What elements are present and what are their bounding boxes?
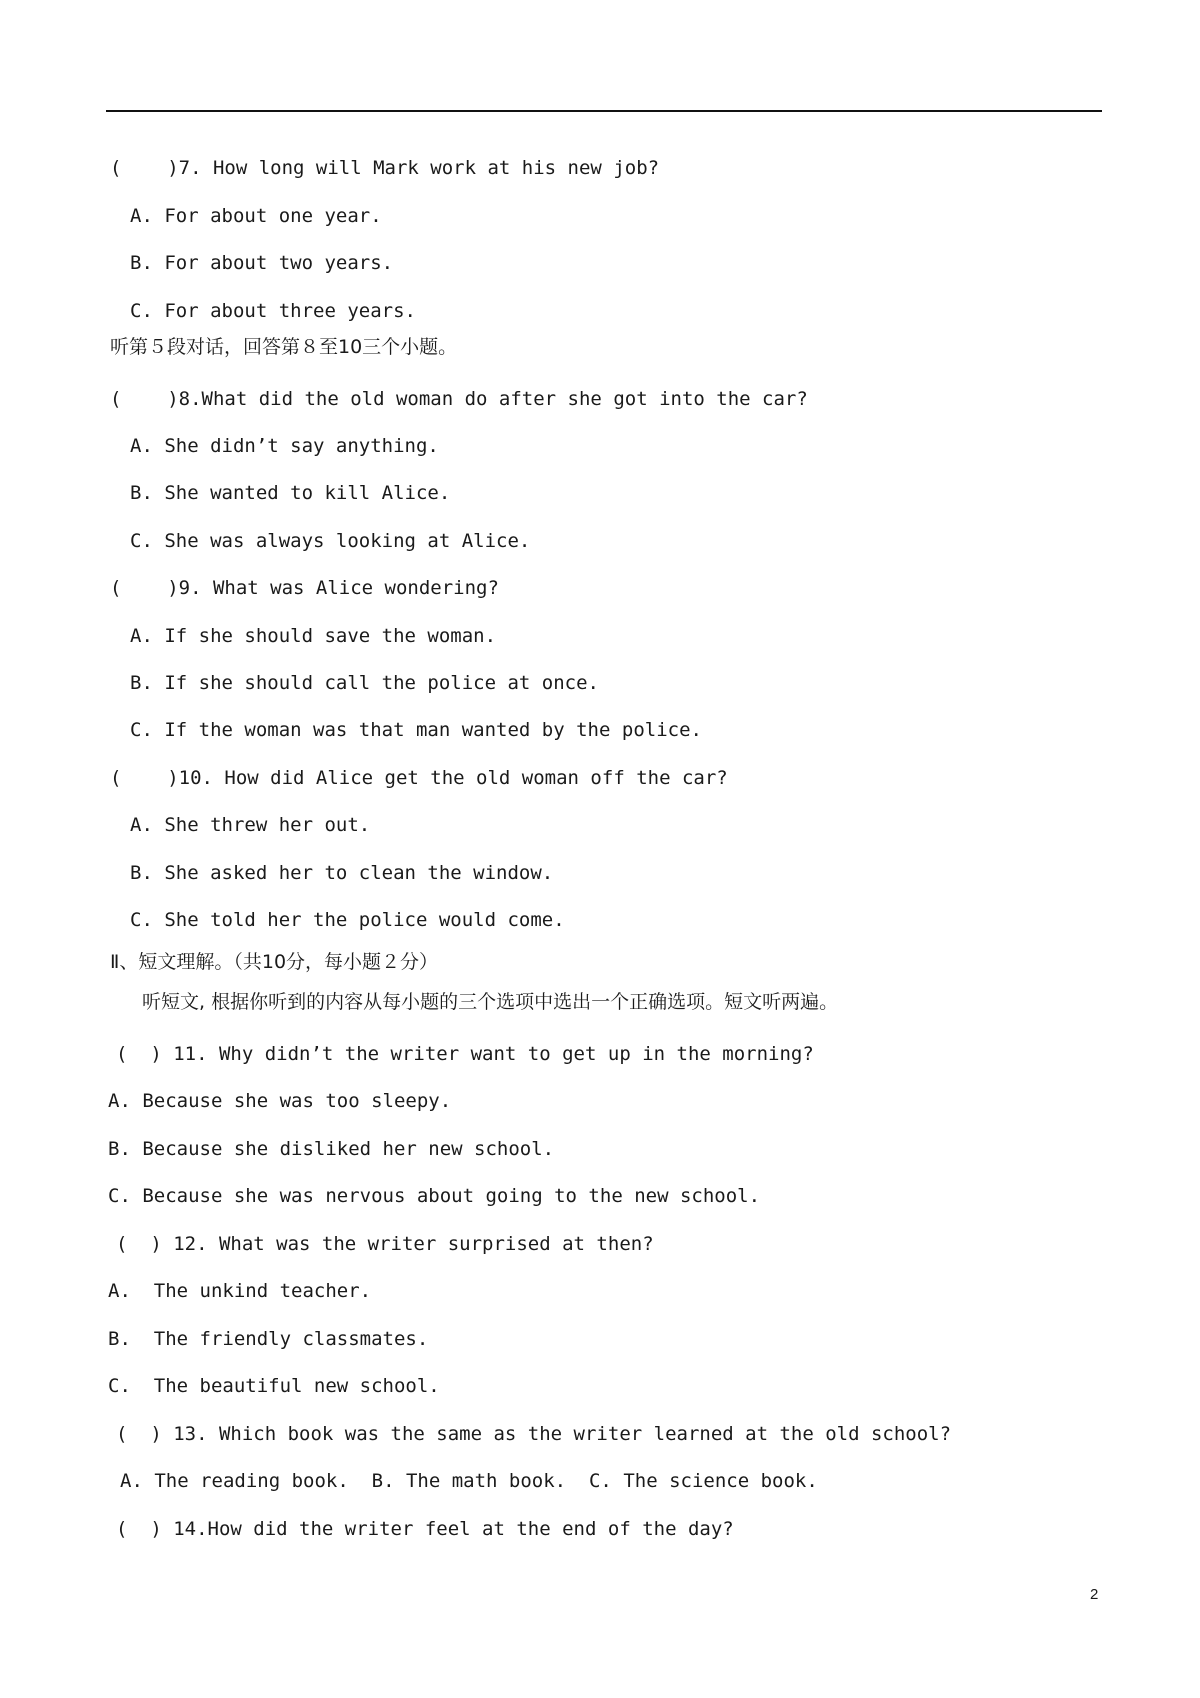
answer-option: C. She told her the police would come.: [130, 909, 565, 931]
question-text: B. For about two years.: [130, 252, 394, 274]
question-text: C. If the woman was that man wanted by the police.: [130, 719, 702, 741]
section-instruction: 听第５段对话，回答第８至10三个小题。: [110, 336, 458, 358]
question-text: B. If she should call the police at once.: [130, 672, 599, 694]
answer-option: A. The reading book. B. The math book. C. The science book.: [120, 1470, 818, 1492]
answer-option: B. She asked her to clean the window.: [130, 862, 554, 884]
question-text: ( )10. How did Alice get the old woman off the car?: [110, 767, 728, 789]
answer-option: A. Because she was too sleepy.: [108, 1090, 452, 1112]
question-text: ( ) 13. Which book was the same as the writer learned at the old school?: [116, 1423, 952, 1445]
question-text: B. She wanted to kill Alice.: [130, 482, 451, 504]
question-text: ( )9. What was Alice wondering?: [110, 577, 499, 599]
answer-option: C. Because she was nervous about going to the new school.: [108, 1185, 761, 1207]
header-rule: [106, 110, 1102, 112]
page-number: 2: [1090, 1586, 1099, 1603]
answer-option: C. The beautiful new school.: [108, 1375, 440, 1397]
question-text: A. She didn’t say anything.: [130, 435, 439, 457]
question-text: ( ) 14.How did the writer feel at the end of the day?: [116, 1518, 734, 1540]
question-text: A. If she should save the woman.: [130, 625, 497, 647]
answer-option: A. She threw her out.: [130, 814, 371, 836]
section2-title: Ⅱ、短文理解。（共10分，每小题２分）: [110, 951, 439, 973]
question-text: A. For about one year.: [130, 205, 382, 227]
section2-instruction: 听短文, 根据你听到的内容从每小题的三个选项中选出一个正确选项。短文听两遍。: [142, 991, 839, 1013]
question-text: ( )7. How long will Mark work at his new job?: [110, 157, 660, 179]
answer-option: A. The unkind teacher.: [108, 1280, 372, 1302]
question-text: ( )8.What did the old woman do after she got into the car?: [110, 388, 808, 410]
question-text: C. For about three years.: [130, 300, 416, 322]
question-text: C. She was always looking at Alice.: [130, 530, 531, 552]
answer-option: B. The friendly classmates.: [108, 1328, 429, 1350]
question-text: ( ) 12. What was the writer surprised at then?: [116, 1233, 654, 1255]
answer-option: B. Because she disliked her new school.: [108, 1138, 555, 1160]
question-text: ( ) 11. Why didn’t the writer want to get up in the morning?: [116, 1043, 814, 1065]
